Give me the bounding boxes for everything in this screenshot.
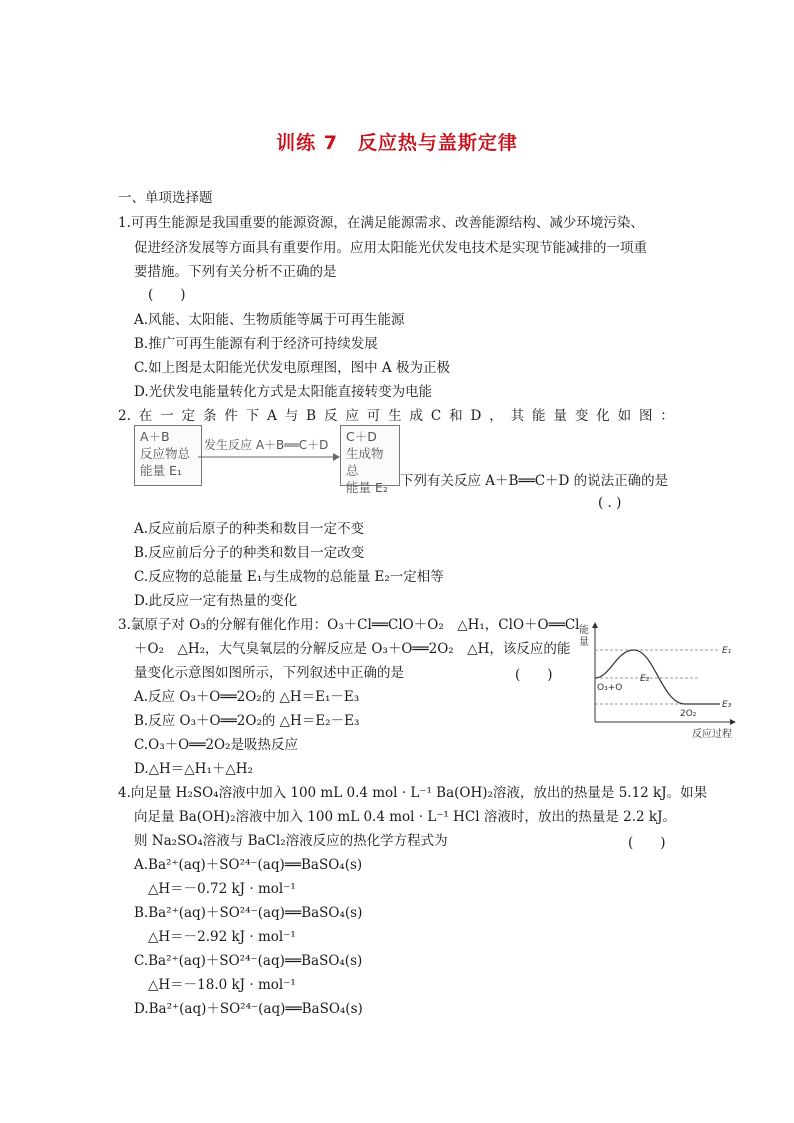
q1-option-d: D.光伏发电能量转化方式是太阳能直接转变为电能	[134, 384, 433, 400]
section-heading: 一、单项选择题	[118, 190, 213, 206]
q4-option-d-equation: D.Ba²⁺(aq)＋SO²⁴⁻(aq)══BaSO₄(s)	[134, 1001, 363, 1017]
q1-stem-line-2: 促进经济发展等方面具有重要作用。应用太阳能光伏发电技术是实现节能减排的一项重	[134, 240, 647, 256]
q2-char: 和	[449, 408, 463, 424]
q4-stem-line-2: 向足量 Ba(OH)₂溶液中加入 100 mL 0.4 mol · L⁻¹ HCl 溶液时，放出的热量是 2.2 kJ。	[134, 809, 676, 825]
q2-option-d: D.此反应一定有热量的变化	[134, 593, 298, 609]
product-box-line: 能量 E₂	[346, 480, 388, 495]
q2-char: 与	[284, 408, 299, 424]
q2-char: 能	[532, 408, 546, 424]
energy-axis-y-arrow	[592, 622, 598, 628]
q1-stem-line-1: 1.可再生能源是我国重要的能源资源，在满足能源需求、改善能源结构、减少环境污染、	[118, 215, 644, 231]
q2-char: 图	[639, 408, 653, 424]
reactant-label: O₃+O	[597, 683, 623, 693]
q2-char: 反	[323, 408, 338, 424]
reactant-box-line: A＋B	[140, 429, 170, 444]
reactant-box-line: 反应物总	[140, 446, 191, 461]
q4-stem-line-3: 则 Na₂SO₄溶液与 BaCl₂溶液反应的热化学方程式为	[134, 833, 448, 849]
e3-label: E₃	[722, 700, 732, 710]
q2-char: 变	[574, 408, 589, 424]
q2-char: 2.	[118, 408, 131, 424]
q2-char: 一	[160, 408, 174, 424]
q2-char: C	[430, 408, 442, 424]
q2-char: 如	[617, 408, 632, 424]
q4-option-a-enthalpy: △H＝－0.72 kJ · mol⁻¹	[148, 881, 296, 897]
product-label: 2O₂	[680, 709, 697, 719]
q2-char: B	[306, 408, 317, 424]
q2-char: 在	[138, 408, 153, 424]
reaction-arrow	[198, 452, 340, 462]
q3-stem-line-3: 量变化示意图如图所示，下列叙述中正确的是	[134, 665, 404, 681]
q1-option-a: A.风能、太阳能、生物质能等属于可再生能源	[134, 312, 405, 328]
energy-profile-figure	[570, 620, 740, 740]
energy-axis-x-arrow	[730, 719, 736, 725]
reactant-energy-box	[134, 425, 202, 486]
q2-char: 件	[224, 408, 238, 424]
product-box-line: C＋D	[346, 429, 377, 444]
q2-char: ，	[489, 408, 503, 424]
q2-char: A	[267, 408, 277, 424]
q3-option-d: D.△H＝△H₁＋△H₂	[134, 761, 253, 777]
q2-char: 定	[181, 408, 196, 424]
q4-option-b-equation: B.Ba²⁺(aq)＋SO²⁴⁻(aq)══BaSO₄(s)	[134, 905, 363, 921]
q3-answer-paren: ( )	[515, 667, 553, 683]
page-title: 训练 7 反应热与盖斯定律	[276, 132, 518, 154]
q4-answer-paren: ( )	[628, 835, 666, 851]
energy-axis-ylabel-2: 量	[579, 637, 589, 648]
energy-axis-xlabel: 反应过程	[692, 729, 732, 740]
product-energy-box	[340, 425, 400, 495]
q2-char: D	[470, 408, 482, 424]
q2-answer-paren: ( . )	[598, 495, 622, 511]
q2-option-b: B.反应前后分子的种类和数目一定改变	[134, 545, 365, 561]
q3-option-a: A.反应 O₃＋O══2O₂的 △H＝E₁－E₃	[134, 689, 360, 705]
q2-char: 应	[345, 408, 359, 424]
q1-answer-paren: ( )	[148, 287, 186, 303]
e2-label: E₂	[640, 674, 650, 684]
e1-label: E₁	[722, 646, 732, 656]
energy-axis-ylabel-1: 能	[579, 625, 589, 636]
q2-char: 化	[596, 408, 610, 424]
reactant-box-line: 能量 E₁	[140, 463, 182, 478]
q2-option-a: A.反应前后原子的种类和数目一定不变	[134, 521, 365, 537]
q1-option-c: C.如上图是太阳能光伏发电原理图，图中 A 极为正极	[134, 360, 450, 376]
q3-option-c: C.O₃＋O══2O₂是吸热反应	[134, 737, 299, 753]
q4-option-a-equation: A.Ba²⁺(aq)＋SO²⁴⁻(aq)══BaSO₄(s)	[134, 857, 363, 873]
q3-stem-line-2: ＋O₂ △H₂，大气臭氧层的分解反应是 O₃＋O══2O₂ △H，该反应的能	[134, 641, 571, 657]
q3-option-b: B.反应 O₃＋O══2O₂的 △H＝E₂－E₃	[134, 713, 360, 729]
q2-char: 下	[245, 408, 260, 424]
reaction-arrow-label: 发生反应 A＋B══C＋D	[204, 438, 329, 452]
energy-profile-curve	[595, 650, 720, 704]
q1-option-b: B.推广可再生能源有利于经济可持续发展	[134, 336, 378, 352]
q2-option-c: C.反应物的总能量 E₁与生成物的总能量 E₂一定相等	[134, 569, 444, 585]
q2-char: ：	[660, 408, 674, 424]
q2-stem-line-1	[118, 406, 674, 426]
product-box-line: 生成物总	[346, 446, 384, 478]
q2-char: 量	[553, 408, 567, 424]
q2-char: 可	[366, 408, 381, 424]
q1-stem-line-3: 要措施。下列有关分析不正确的是	[134, 264, 337, 280]
q2-char: 生	[388, 408, 402, 424]
q4-option-b-enthalpy: △H＝－2.92 kJ · mol⁻¹	[148, 929, 296, 945]
q2-char: 其	[510, 408, 525, 424]
q4-option-c-enthalpy: △H＝－18.0 kJ · mol⁻¹	[148, 977, 296, 993]
q2-char: 成	[409, 408, 424, 424]
q3-stem-line-1: 3.氯原子对 O₃的分解有催化作用：O₃＋Cl══ClO＋O₂ △H₁，ClO＋O══Cl	[118, 617, 580, 633]
q4-stem-line-1: 4.向足量 H₂SO₄溶液中加入 100 mL 0.4 mol · L⁻¹ Ba(OH)₂溶液，放出的热量是 5.12 kJ。如果	[118, 785, 708, 801]
q2-stem-tail: 下列有关反应 A＋B══C＋D 的说法正确的是	[400, 473, 669, 489]
q2-char: 条	[202, 408, 217, 424]
q4-option-c-equation: C.Ba²⁺(aq)＋SO²⁴⁻(aq)══BaSO₄(s)	[134, 953, 363, 969]
